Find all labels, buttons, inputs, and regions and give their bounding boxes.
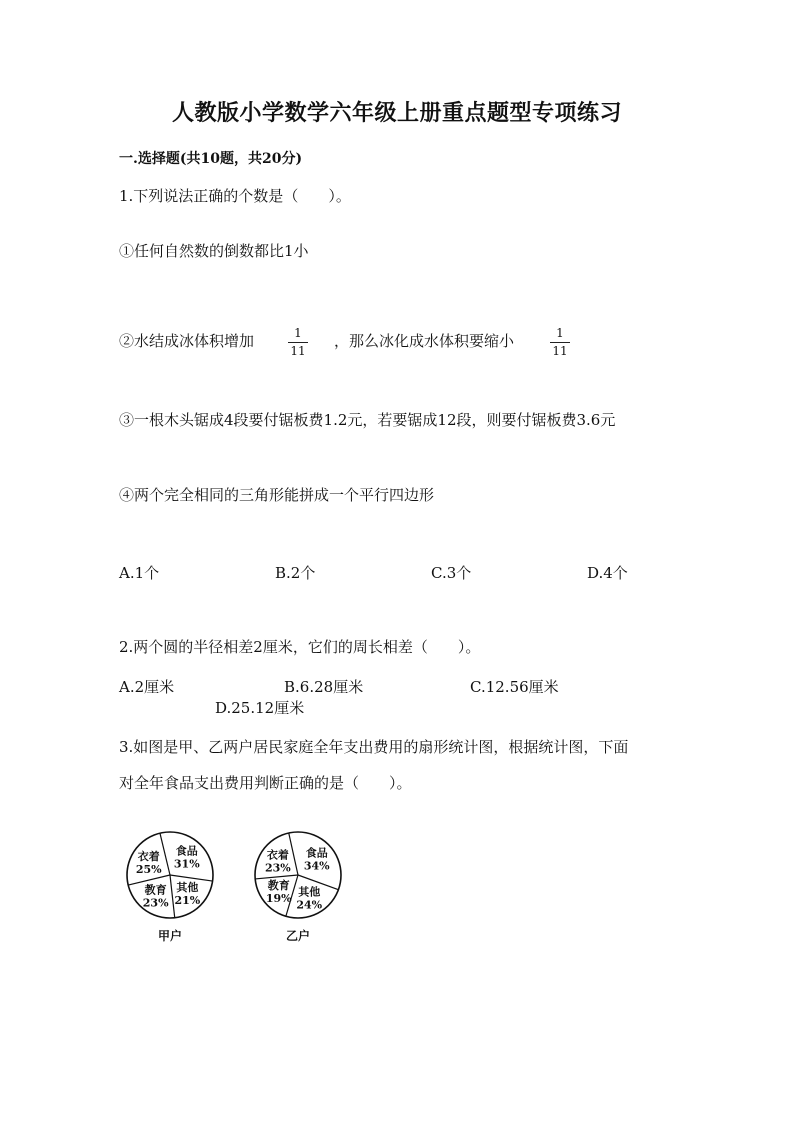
- question-1-stem: 1.下列说法正确的个数是（ ）。: [119, 187, 351, 205]
- statement-3: ③一根木头锯成4段要付锯板费1.2元，若要锯成12段，则要付锯板费3.6元: [119, 411, 616, 429]
- pie-chart-title: 甲户: [157, 929, 183, 943]
- option-c[interactable]: C.12.56厘米: [470, 678, 559, 696]
- statement-2-part-b: ，那么冰化成水体积要缩小: [334, 332, 515, 350]
- pie-slice-value: 19%: [265, 891, 292, 905]
- option-a[interactable]: A.2厘米: [119, 678, 175, 696]
- fraction-numerator: 1: [288, 327, 308, 343]
- statement-4: ④两个完全相同的三角形能拼成一个平行四边形: [119, 486, 435, 504]
- fraction-one-eleventh-2: [550, 327, 570, 358]
- option-d[interactable]: D.25.12厘米: [215, 699, 305, 717]
- pie-slice-label: 食品: [305, 846, 328, 860]
- fraction-numerator: 1: [550, 327, 570, 343]
- pie-slice-value: 21%: [174, 893, 201, 907]
- pie-charts-figure: [110, 825, 380, 955]
- question-3-stem-line-1: 3.如图是甲、乙两户居民家庭全年支出费用的扇形统计图，根据统计图，下面: [119, 738, 629, 756]
- pie-slice-label: 食品: [175, 844, 198, 858]
- page-title: 人教版小学数学六年级上册重点题型专项练习: [171, 100, 622, 126]
- section-heading: 一.选择题(共10题，共20分): [119, 151, 303, 167]
- fraction-denominator: 11: [290, 344, 306, 358]
- pie-slice-label: 衣着: [266, 848, 289, 862]
- statement-2-part-a: ②水结成冰体积增加: [119, 332, 255, 350]
- pie-slice-label: 教育: [267, 878, 290, 892]
- option-c[interactable]: C.3个: [431, 564, 472, 582]
- fraction-one-eleventh: [288, 327, 308, 358]
- pie-slice-value: 24%: [296, 898, 323, 912]
- pie-slice-label: 教育: [144, 883, 167, 897]
- pie-slice-label: 其他: [176, 880, 199, 894]
- pie-slice-value: 25%: [135, 862, 162, 876]
- fraction-denominator: 11: [552, 344, 568, 358]
- pie-slice-label: 其他: [298, 885, 321, 899]
- statement-1: ①任何自然数的倒数都比1小: [119, 242, 309, 260]
- option-b[interactable]: B.6.28厘米: [284, 678, 364, 696]
- option-b[interactable]: B.2个: [275, 564, 316, 582]
- pie-chart-title: 乙户: [285, 929, 311, 943]
- option-a[interactable]: A.1个: [119, 564, 160, 582]
- pie-slice-label: 衣着: [137, 849, 160, 863]
- question-2-stem: 2.两个圆的半径相差2厘米，它们的周长相差（ ）。: [119, 638, 481, 656]
- pie-slice-value: 31%: [173, 857, 200, 871]
- option-d[interactable]: D.4个: [587, 564, 628, 582]
- pie-slice-value: 34%: [303, 859, 330, 873]
- pie-slice-value: 23%: [142, 896, 169, 910]
- pie-slice-value: 23%: [264, 861, 291, 875]
- question-3-stem-line-2: 对全年食品支出费用判断正确的是（ ）。: [119, 774, 412, 792]
